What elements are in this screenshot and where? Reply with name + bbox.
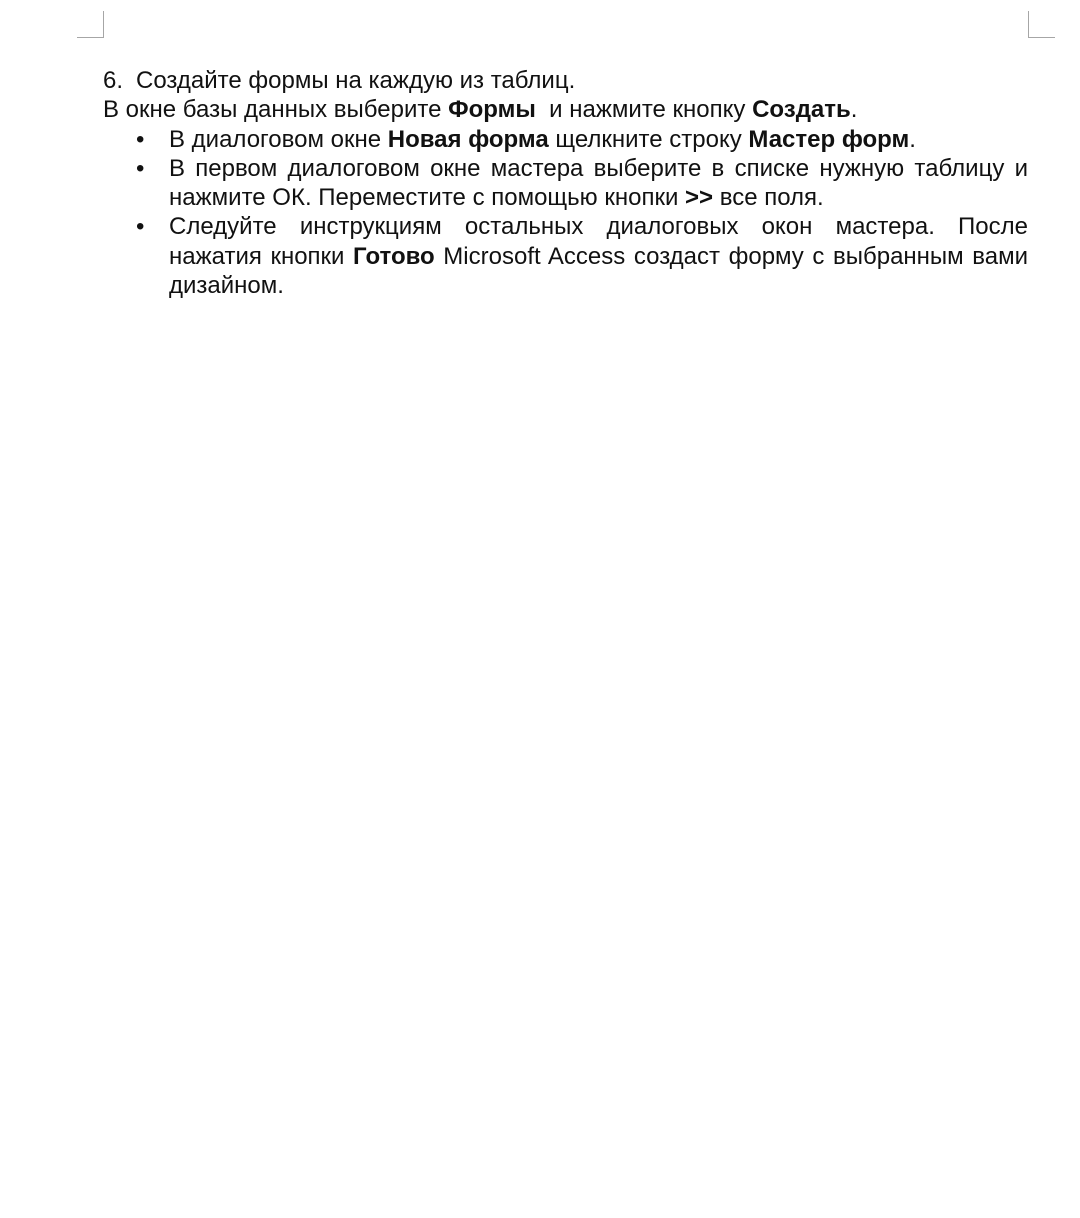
- intro-paragraph: [103, 95, 1028, 124]
- bullet-icon: •: [136, 154, 145, 182]
- instruction-list: [103, 125, 1028, 301]
- bullet-1-text-2: щелкните строку: [548, 125, 749, 153]
- bullet-2-text-2: все поля.: [713, 184, 824, 212]
- document-body: [103, 66, 1028, 300]
- bullet-1-text-1: В диалоговом окне: [169, 125, 388, 153]
- intro-text-3: .: [850, 96, 858, 124]
- list-item: [103, 125, 1028, 154]
- list-item: [103, 154, 1028, 213]
- page-corner-mark-top-right: [1028, 11, 1055, 38]
- intro-text-2: и нажмите кнопку: [535, 96, 753, 124]
- bullet-icon: •: [136, 213, 145, 241]
- intro-bold-create: Создать: [752, 96, 851, 124]
- step-title: Создайте формы на каждую из таблиц.: [136, 67, 576, 94]
- bullet-1-text-3: .: [909, 125, 916, 153]
- intro-bold-forms: Формы: [448, 96, 536, 124]
- list-item: [103, 212, 1028, 300]
- bullet-3-bold-done: Готово: [353, 242, 435, 270]
- bullet-icon: •: [136, 125, 145, 153]
- bullet-2-text-1: В первом диалоговом окне мастера выберите в списке нужную таблицу и нажмите ОК. Переместите с помощью кнопки: [169, 154, 1028, 212]
- bullet-3-text-1: Следуйте инструкциям остальных диалоговых окон мастера. После нажатия кнопки: [169, 213, 1028, 270]
- step-number: 6.: [103, 67, 124, 94]
- page-corner-mark-top-left: [77, 11, 104, 38]
- bullet-2-bold-arrows: >>: [685, 184, 714, 212]
- bullet-3-text-2: Microsoft Access создаст форму с выбранным вами дизайном.: [169, 242, 1028, 300]
- intro-text-1: В окне базы данных выберите: [103, 96, 449, 124]
- bullet-1-bold-form-wizard: Мастер форм: [748, 125, 910, 153]
- step-heading: [103, 66, 1028, 95]
- bullet-1-bold-new-form: Новая форма: [387, 125, 549, 153]
